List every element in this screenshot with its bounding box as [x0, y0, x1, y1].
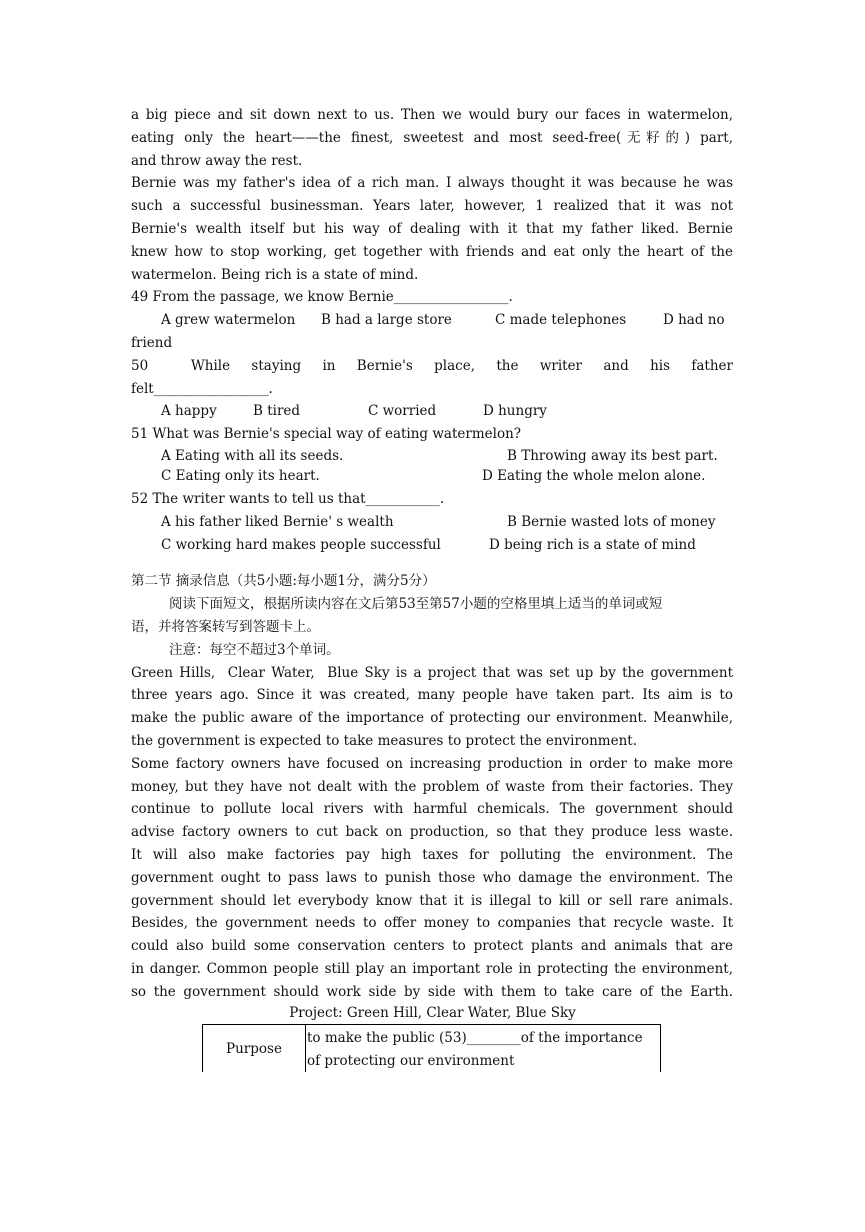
- option-c: C worried: [368, 403, 437, 420]
- question-50: [131, 355, 733, 423]
- project-table: [202, 1024, 661, 1076]
- text-line: Green Hills, Clear Water, Blue Sky is a project that was set up by the government: [131, 664, 733, 681]
- option-a: A grew watermelon: [161, 312, 296, 329]
- document-page: [131, 104, 733, 1003]
- section-2: [131, 570, 733, 661]
- note-line: 注意：每空不超过3个单词。: [169, 641, 340, 658]
- text-line: the government is expected to take measures to protect the environment.: [131, 732, 637, 749]
- text-line: continue to pollute local rivers with harmful chemicals. The government should: [131, 801, 733, 818]
- text-line: It will also make factories pay high taxes for polluting the environment. The: [131, 846, 733, 863]
- options-row: [131, 446, 733, 466]
- options-row: [131, 466, 733, 486]
- text-line: in danger. Common people still play an important role in protecting the environment,: [131, 960, 733, 977]
- option-d: D Eating the whole melon alone.: [482, 467, 706, 484]
- text-line: Bernie was my father's idea of a rich man. I always thought it was because he was: [131, 175, 733, 192]
- option-b: B Bernie wasted lots of money: [507, 513, 716, 530]
- option-b: B tired: [253, 403, 301, 420]
- text-line: such a successful businessman. Years later, however, 1 realized that it was not: [131, 198, 733, 215]
- question-stem: 52 The writer wants to tell us that___________.: [131, 490, 445, 507]
- text-line: Bernie's wealth itself but his way of dealing with it that my father liked. Bernie: [131, 220, 733, 237]
- options-row: [131, 511, 733, 534]
- text-line: eating only the heart——the finest, sweetest and most seed-free(无籽的) part,: [131, 129, 733, 146]
- text-line: and throw away the rest.: [131, 152, 303, 169]
- option-d: D being rich is a state of mind: [489, 536, 696, 553]
- text-line: Some factory owners have focused on increasing production in order to make more: [131, 755, 733, 772]
- option-d: D hungry: [483, 403, 547, 420]
- text-line: knew how to stop working, get together with friends and eat only the heart of the: [131, 243, 733, 260]
- options-row: [131, 534, 733, 557]
- option-a: A happy: [161, 403, 217, 420]
- question-stem: 49 From the passage, we know Bernie_________________.: [131, 289, 513, 306]
- page-cutoff: [0, 1072, 865, 1232]
- table-row: [203, 1025, 661, 1076]
- project-table-title: Project: Green Hill, Clear Water, Blue Sky: [289, 1005, 576, 1021]
- text-line: so the government should work side by side with them to take care of the Earth.: [131, 983, 733, 1000]
- row-content: [306, 1025, 661, 1076]
- option-b: B Throwing away its best part.: [507, 447, 718, 464]
- options-row: [131, 400, 733, 423]
- option-a: A his father liked Bernie' s wealth: [161, 513, 394, 530]
- option-c: C working hard makes people successful: [161, 536, 441, 553]
- passage-bernie: [131, 172, 733, 286]
- question-stem: 50 While staying in Bernie's place, the writer and his father: [131, 357, 733, 374]
- text-line: three years ago. Since it was created, many people have taken part. Its aim is to: [131, 687, 733, 704]
- passage-green-hills: [131, 662, 733, 753]
- options-row: [131, 309, 733, 332]
- question-51: [131, 423, 733, 486]
- instruction-line: 阅读下面短文，根据所读内容在文后第53至第57小题的空格里填上适当的单词或短: [169, 596, 663, 613]
- text-line: watermelon. Being rich is a state of mind.: [131, 266, 419, 283]
- question-stem: 51 What was Bernie's special way of eating watermelon?: [131, 426, 522, 443]
- option-b: B had a large store: [321, 312, 452, 329]
- text-line: government should let everybody know that it is illegal to kill or sell rare animals.: [131, 892, 733, 909]
- option-a: A Eating with all its seeds.: [161, 447, 344, 464]
- text-line: advise factory owners to cut back on production, so that they produce less waste.: [131, 824, 733, 841]
- question-52: [131, 488, 733, 556]
- instruction-line: 语，并将答案转写到答题卡上。: [131, 618, 320, 635]
- text-line: make the public aware of the importance of protecting our environment. Meanwhile,: [131, 710, 733, 727]
- question-stem-continuation: felt_________________.: [131, 380, 273, 397]
- text-line: government ought to pass laws to punish those who damage the environment. The: [131, 869, 733, 886]
- row-text-line: to make the public (53)________of the importance: [307, 1030, 643, 1046]
- text-line: Besides, the government needs to offer money to companies that recycle waste. It: [131, 915, 733, 932]
- option-continuation: friend: [131, 334, 173, 351]
- text-line: could also build some conservation centers to protect plants and animals that are: [131, 938, 733, 955]
- option-d: D had no: [663, 312, 725, 329]
- section-heading: 第二节 摘录信息（共5小题:每小题1分，满分5分）: [131, 573, 436, 590]
- passage-factory: [131, 753, 733, 1004]
- question-49: [131, 286, 733, 354]
- option-c: C made telephones: [495, 312, 627, 329]
- passage-top: [131, 104, 733, 172]
- text-line: a big piece and sit down next to us. Then we would bury our faces in watermelon,: [131, 107, 733, 123]
- row-text-line: of protecting our environment: [307, 1052, 515, 1069]
- row-label: Purpose: [203, 1025, 306, 1076]
- option-c: C Eating only its heart.: [161, 467, 320, 484]
- text-line: money, but they have not dealt with the problem of waste from their factories. They: [131, 778, 733, 795]
